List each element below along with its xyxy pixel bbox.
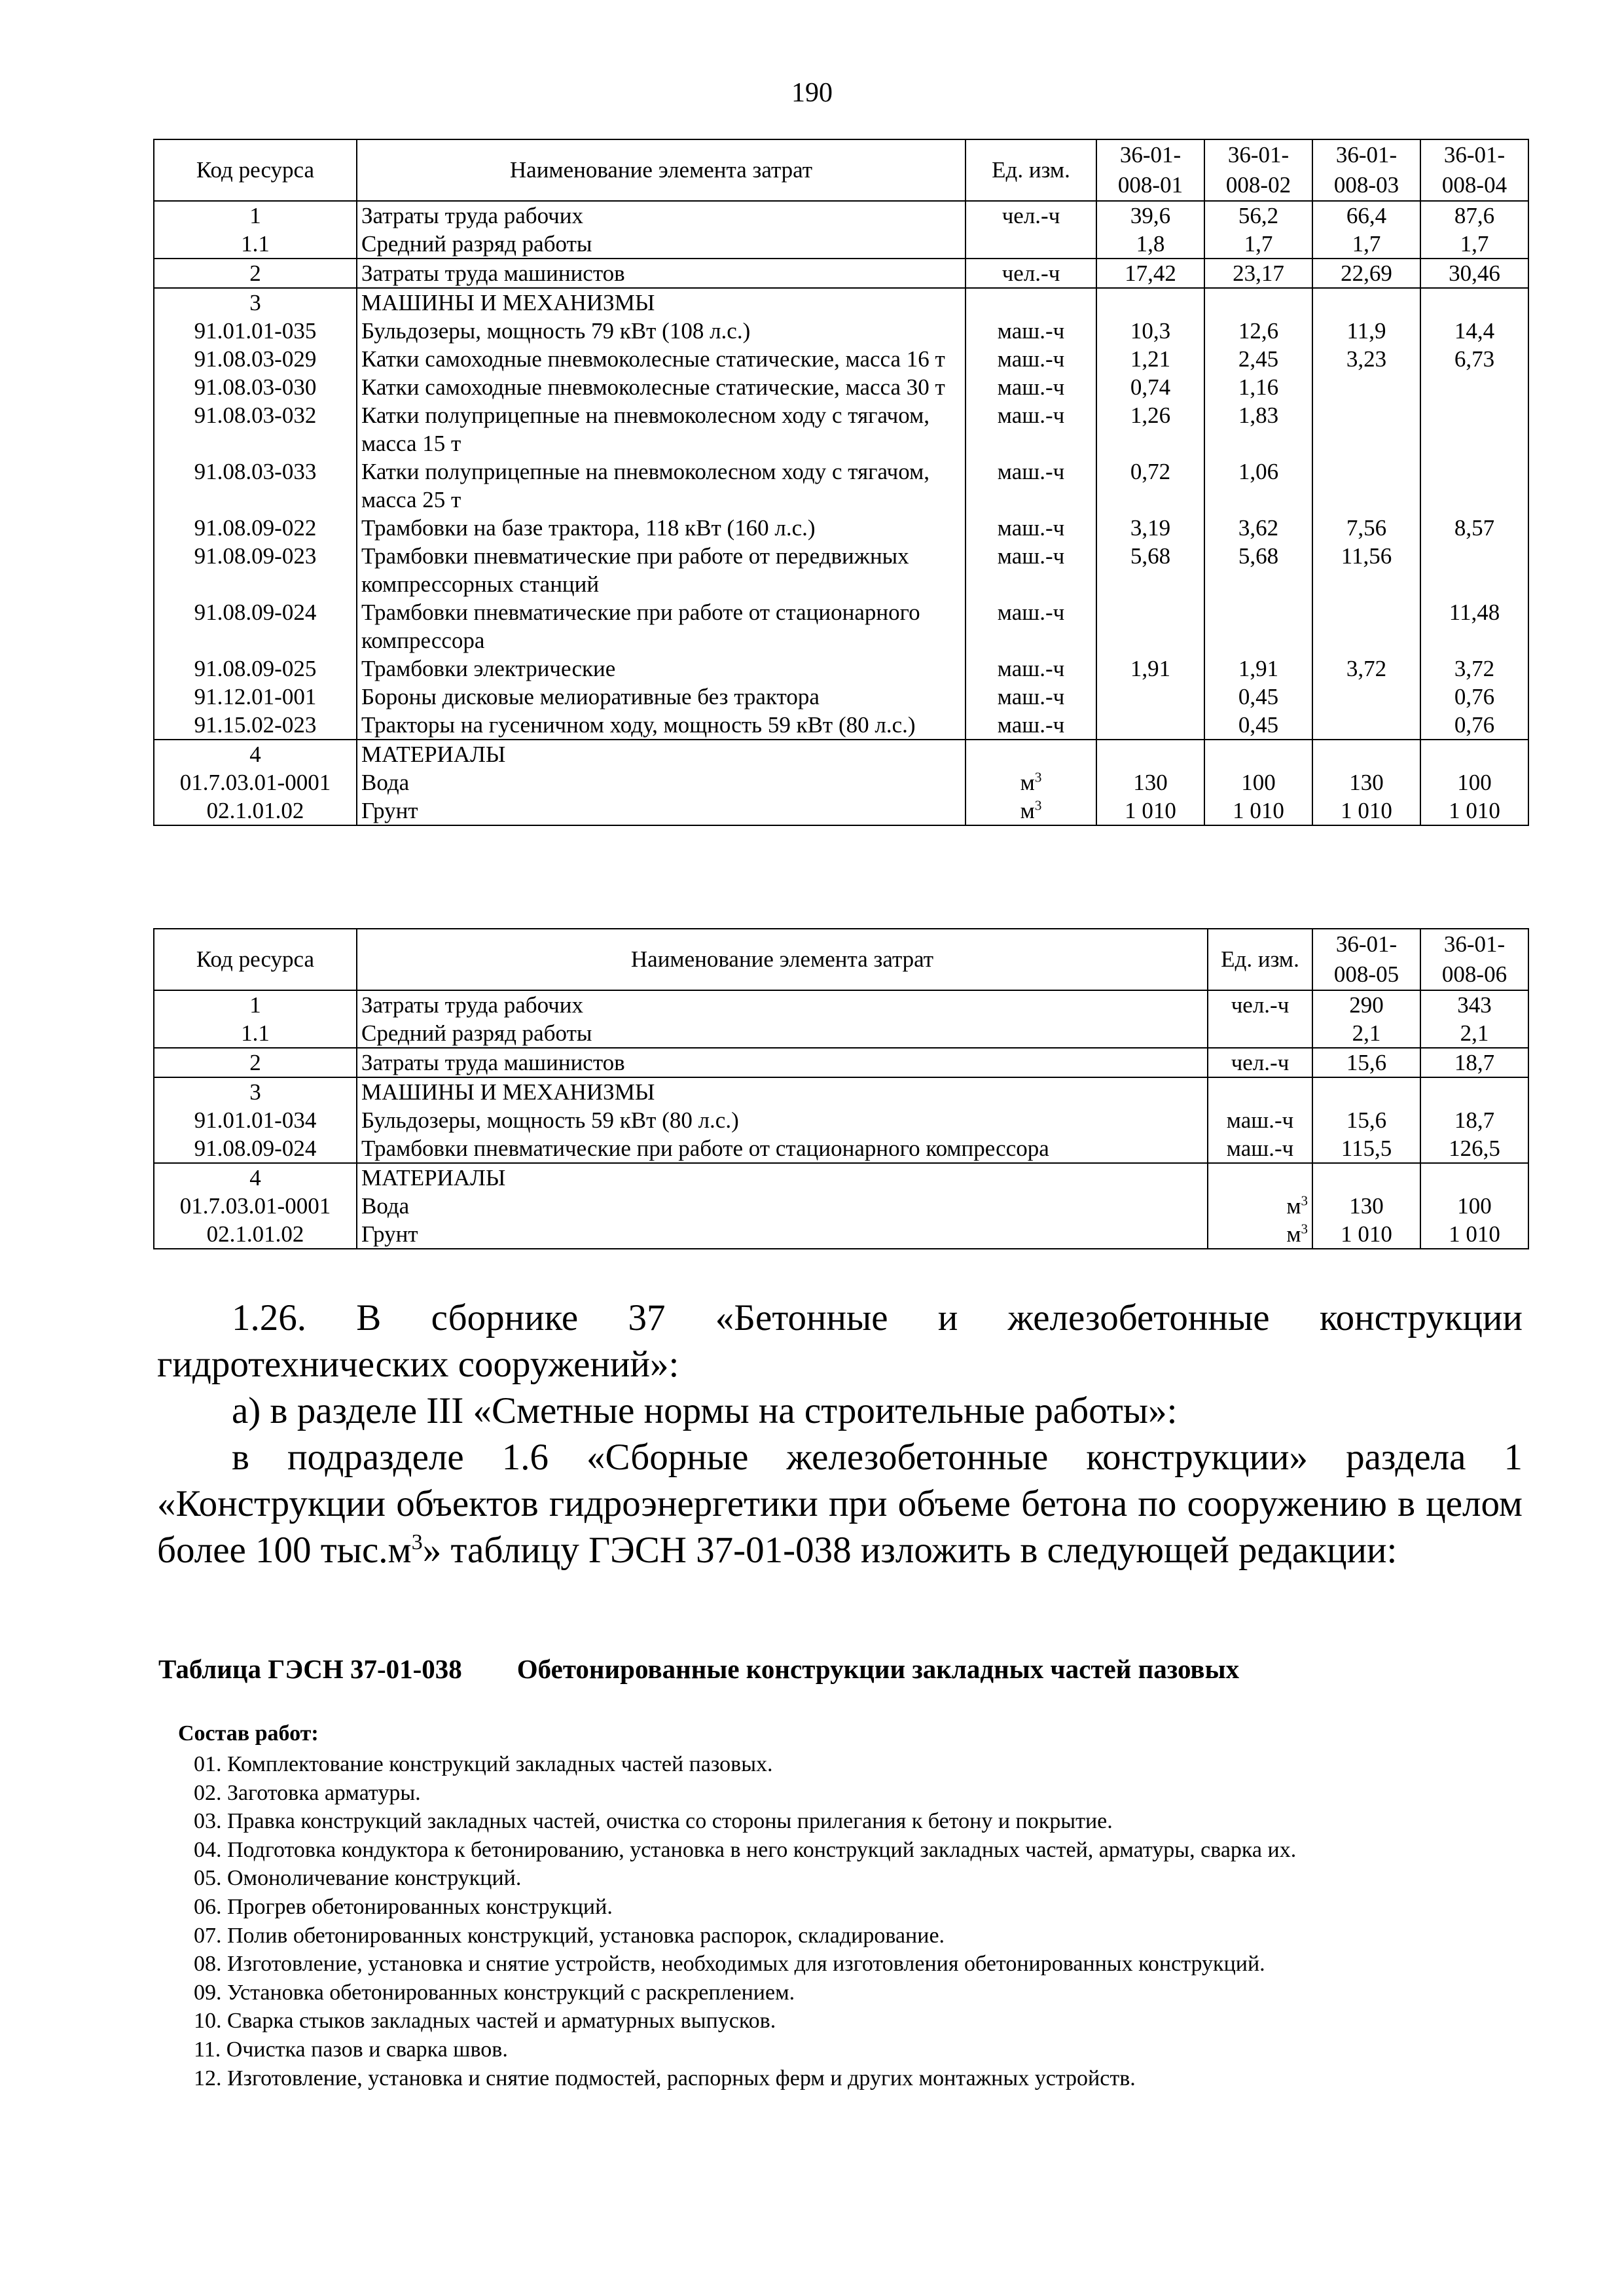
works-list [194, 1750, 1296, 2092]
row-name: Катки самоходные пневмоколесные статические, масса 16 т [357, 345, 965, 373]
composition-heading: Состав работ: [178, 1721, 319, 1746]
table-row [154, 514, 1528, 542]
list-item: 05. Омоноличевание конструкций. [194, 1866, 522, 1891]
row-value: 1,7 [1312, 230, 1420, 259]
row-value: 66,4 [1312, 201, 1420, 230]
header-col-06: 36-01- 008-06 [1420, 929, 1528, 990]
row-value: 11,56 [1312, 542, 1420, 598]
list-item: 07. Полив обетонированных конструкций, установка распорок, складирование. [194, 1923, 945, 1948]
row-value: 2,1 [1420, 1019, 1528, 1048]
row-unit: маш.-ч [965, 683, 1096, 711]
list-item: 02. Заготовка арматуры. [194, 1780, 421, 1805]
header-unit: Ед. изм. [1208, 929, 1312, 990]
row-name: Бульдозеры, мощность 79 кВт (108 л.с.) [357, 317, 965, 345]
header-col-05: 36-01- 008-05 [1312, 929, 1420, 990]
row-code: 2 [154, 1048, 357, 1077]
row-name: Трамбовки пневматические при работе от стационарного компрессора [357, 598, 965, 655]
row-code: 91.08.03-029 [154, 345, 357, 373]
row-value: 1,21 [1096, 345, 1204, 373]
row-name: Вода [357, 768, 965, 797]
table-row [154, 373, 1528, 401]
row-code: 3 [154, 288, 357, 317]
paragraph-section-iii: а) в разделе III «Сметные нормы на строительные работы»: [232, 1390, 1178, 1431]
table-row [154, 230, 1528, 259]
row-value: 8,57 [1420, 514, 1528, 542]
row-value [1312, 373, 1420, 401]
table-label: Таблица ГЭСН 37-01-038 [158, 1654, 462, 1684]
row-code: 1.1 [154, 1019, 357, 1048]
row-name: Трамбовки электрические [357, 655, 965, 683]
list-item: 11. Очистка пазов и сварка швов. [194, 2037, 508, 2062]
row-value: 1,91 [1096, 655, 1204, 683]
row-name: Вода [357, 1192, 1208, 1220]
row-unit: $м^3$ [965, 797, 1096, 825]
row-value [1312, 1077, 1420, 1106]
row-code: 3 [154, 1077, 357, 1106]
row-value [1096, 288, 1204, 317]
list-item: 06. Прогрев обетонированных конструкций. [194, 1894, 613, 1919]
row-value: 17,42 [1096, 259, 1204, 288]
row-unit: маш.-ч [965, 655, 1096, 683]
table-row [154, 990, 1528, 1019]
row-value: 5,68 [1096, 542, 1204, 598]
row-value [1096, 598, 1204, 655]
row-value: 11,48 [1420, 598, 1528, 655]
paragraph-1-26: 1.26. В сборнике 37 «Бетонные и железобетонные конструкции гидротехнических сооружений»: [157, 1297, 1523, 1385]
header-name: Наименование элемента затрат [357, 929, 1208, 990]
resource-table-1 [153, 139, 1529, 826]
row-value [1312, 1163, 1420, 1192]
row-value: 1,7 [1420, 230, 1528, 259]
table-row [154, 740, 1528, 768]
row-value [1096, 740, 1204, 768]
row-value: 2,45 [1204, 345, 1312, 373]
row-code: 02.1.01.02 [154, 797, 357, 825]
row-value [1312, 683, 1420, 711]
row-value [1420, 1077, 1528, 1106]
table-row [154, 711, 1528, 740]
row-unit [965, 230, 1096, 259]
row-value: 3,72 [1420, 655, 1528, 683]
row-unit: чел.-ч [965, 259, 1096, 288]
row-value: 30,46 [1420, 259, 1528, 288]
list-item: 09. Установка обетонированных конструкций с раскреплением. [194, 1980, 795, 2005]
table-row [154, 1019, 1528, 1048]
row-value [1312, 711, 1420, 740]
row-name: Бульдозеры, мощность 59 кВт (80 л.с.) [357, 1106, 1208, 1134]
row-value: 130 [1312, 1192, 1420, 1220]
row-code: 91.08.09-022 [154, 514, 357, 542]
table-row [154, 683, 1528, 711]
row-value: 0,45 [1204, 683, 1312, 711]
header-name: Наименование элемента затрат [357, 139, 965, 201]
row-unit: маш.-ч [965, 373, 1096, 401]
header-unit: Ед. изм. [965, 139, 1096, 201]
page-number: 190 [791, 78, 833, 108]
row-value: 0,45 [1204, 711, 1312, 740]
row-name: Затраты труда рабочих [357, 990, 1208, 1019]
row-code: 91.08.09-025 [154, 655, 357, 683]
row-value [1420, 740, 1528, 768]
row-value: 12,6 [1204, 317, 1312, 345]
section-title: МАТЕРИАЛЫ [357, 740, 965, 768]
table-row [154, 457, 1528, 514]
row-unit: маш.-ч [965, 457, 1096, 514]
row-name: Катки самоходные пневмоколесные статические, масса 30 т [357, 373, 965, 401]
header-col-02: 36-01- 008-02 [1204, 139, 1312, 201]
row-value: 23,17 [1204, 259, 1312, 288]
table-row [154, 1220, 1528, 1249]
table-title [158, 1653, 1239, 1685]
row-code: 4 [154, 740, 357, 768]
header-col-03: 36-01- 008-03 [1312, 139, 1420, 201]
row-unit: маш.-ч [965, 317, 1096, 345]
row-unit: маш.-ч [965, 345, 1096, 373]
row-code: 1.1 [154, 230, 357, 259]
row-code: 91.12.01-001 [154, 683, 357, 711]
row-value: 6,73 [1420, 345, 1528, 373]
row-value: 3,23 [1312, 345, 1420, 373]
row-code: 91.08.03-033 [154, 457, 357, 514]
row-value [1420, 457, 1528, 514]
row-name: Средний разряд работы [357, 1019, 1208, 1048]
table-header [154, 929, 1528, 990]
row-code: 91.08.09-023 [154, 542, 357, 598]
header-col-04: 36-01- 008-04 [1420, 139, 1528, 201]
row-name: Трамбовки пневматические при работе от передвижных компрессорных станций [357, 542, 965, 598]
row-value: 0,76 [1420, 711, 1528, 740]
row-code: 1 [154, 990, 357, 1019]
row-value: 15,6 [1312, 1106, 1420, 1134]
row-value: 130 [1096, 768, 1204, 797]
row-code: 4 [154, 1163, 357, 1192]
row-name: Тракторы на гусеничном ходу, мощность 59 кВт (80 л.с.) [357, 711, 965, 740]
row-unit [1208, 1077, 1312, 1106]
row-name: Катки полуприцепные на пневмоколесном ходу с тягачом, масса 25 т [357, 457, 965, 514]
row-value [1312, 598, 1420, 655]
row-unit: маш.-ч [1208, 1106, 1312, 1134]
row-name: Средний разряд работы [357, 230, 965, 259]
row-name: Затраты труда машинистов [357, 259, 965, 288]
header-code: Код ресурса [154, 929, 357, 990]
row-value [1204, 740, 1312, 768]
row-code: 2 [154, 259, 357, 288]
row-code: 91.08.03-030 [154, 373, 357, 401]
row-code: 91.01.01-035 [154, 317, 357, 345]
row-unit: маш.-ч [965, 711, 1096, 740]
row-value: 100 [1420, 768, 1528, 797]
row-code: 01.7.03.01-0001 [154, 1192, 357, 1220]
table-row [154, 598, 1528, 655]
row-value: 14,4 [1420, 317, 1528, 345]
list-item: 01. Комплектование конструкций закладных частей пазовых. [194, 1752, 773, 1776]
row-name: Трамбовки на базе трактора, 118 кВт (160 л.с.) [357, 514, 965, 542]
row-value [1420, 401, 1528, 457]
table-row [154, 201, 1528, 230]
header-col-01: 36-01- 008-01 [1096, 139, 1204, 201]
table-row [154, 317, 1528, 345]
row-name: Грунт [357, 797, 965, 825]
row-value: 130 [1312, 768, 1420, 797]
row-unit: $м^3$ [1208, 1220, 1312, 1249]
row-unit: маш.-ч [1208, 1134, 1312, 1163]
row-value: 1 010 [1420, 797, 1528, 825]
row-value: 5,68 [1204, 542, 1312, 598]
row-value: 1,06 [1204, 457, 1312, 514]
section-title: МАШИНЫ И МЕХАНИЗМЫ [357, 288, 965, 317]
row-value [1312, 401, 1420, 457]
row-unit [965, 740, 1096, 768]
row-value: 1 010 [1096, 797, 1204, 825]
row-unit [1208, 1163, 1312, 1192]
list-item: 08. Изготовление, установка и снятие устройств, необходимых для изготовления обетонированных конструкций. [194, 1952, 1265, 1977]
row-value [1312, 288, 1420, 317]
row-value: 11,9 [1312, 317, 1420, 345]
row-value [1420, 373, 1528, 401]
table-row [154, 1077, 1528, 1106]
table-row [154, 1106, 1528, 1134]
row-code: 1 [154, 201, 357, 230]
row-value [1204, 598, 1312, 655]
header-code: Код ресурса [154, 139, 357, 201]
table-row [154, 259, 1528, 288]
row-value: 126,5 [1420, 1134, 1528, 1163]
list-item: 12. Изготовление, установка и снятие подмостей, распорных ферм и других монтажных устройств. [194, 2066, 1136, 2090]
row-value: 3,72 [1312, 655, 1420, 683]
row-value: 0,74 [1096, 373, 1204, 401]
row-value [1096, 683, 1204, 711]
row-code: 02.1.01.02 [154, 1220, 357, 1249]
list-item: 04. Подготовка кондуктора к бетонированию, установка в него конструкций закладных частей, арматуры, сварка их. [194, 1837, 1297, 1862]
row-value: 115,5 [1312, 1134, 1420, 1163]
row-code: 91.08.09-024 [154, 598, 357, 655]
row-value [1204, 288, 1312, 317]
section-title: МАШИНЫ И МЕХАНИЗМЫ [357, 1077, 1208, 1106]
row-value: 1 010 [1204, 797, 1312, 825]
row-value: 10,3 [1096, 317, 1204, 345]
row-value: 18,7 [1420, 1106, 1528, 1134]
row-value: 100 [1420, 1192, 1528, 1220]
row-name: Затраты труда машинистов [357, 1048, 1208, 1077]
row-code: 91.01.01-034 [154, 1106, 357, 1134]
table-header [154, 139, 1528, 201]
row-unit: $м^3$ [1208, 1192, 1312, 1220]
row-value: 1,16 [1204, 373, 1312, 401]
row-value: 3,62 [1204, 514, 1312, 542]
row-value: 18,7 [1420, 1048, 1528, 1077]
row-value: 7,56 [1312, 514, 1420, 542]
row-value: 39,6 [1096, 201, 1204, 230]
row-value: 2,1 [1312, 1019, 1420, 1048]
row-value: 1 010 [1312, 797, 1420, 825]
row-code: 01.7.03.01-0001 [154, 768, 357, 797]
row-code: 91.08.09-024 [154, 1134, 357, 1163]
row-value: 56,2 [1204, 201, 1312, 230]
row-value: 0,76 [1420, 683, 1528, 711]
table-row [154, 1134, 1528, 1163]
row-value: 100 [1204, 768, 1312, 797]
table-row [154, 797, 1528, 825]
resource-table-2 [153, 928, 1529, 1249]
row-unit: чел.-ч [1208, 1048, 1312, 1077]
row-code: 91.15.02-023 [154, 711, 357, 740]
row-value: 1,83 [1204, 401, 1312, 457]
paragraph-subsection-1-6: в подразделе 1.6 «Сборные железобетонные конструкции» раздела 1 «Конструкции объектов гидроэнергетики при объеме бетона по сооружению в целом более 100 $тыс.м^3$» таблицу ГЭСН 37-01-038 изложить в следующей редакции: [157, 1437, 1523, 1571]
list-item: 10. Сварка стыков закладных частей и арматурных выпусков. [194, 2009, 776, 2034]
row-value [1312, 457, 1420, 514]
row-value: 1,91 [1204, 655, 1312, 683]
row-value: 22,69 [1312, 259, 1420, 288]
row-value: 87,6 [1420, 201, 1528, 230]
row-value [1312, 740, 1420, 768]
table-row [154, 768, 1528, 797]
table-name: Обетонированные конструкции закладных частей пазовых [516, 1654, 1240, 1684]
row-code: 91.08.03-032 [154, 401, 357, 457]
row-value: 1,7 [1204, 230, 1312, 259]
list-item: 03. Правка конструкций закладных частей, очистка со стороны прилегания к бетону и покрытие. [194, 1809, 1113, 1834]
row-unit: маш.-ч [965, 542, 1096, 598]
row-unit: маш.-ч [965, 514, 1096, 542]
section-title: МАТЕРИАЛЫ [357, 1163, 1208, 1192]
row-value [1096, 711, 1204, 740]
row-unit: чел.-ч [965, 201, 1096, 230]
row-value: 1,26 [1096, 401, 1204, 457]
row-value: 1,8 [1096, 230, 1204, 259]
row-value [1420, 1163, 1528, 1192]
table-row [154, 401, 1528, 457]
table-row [154, 1163, 1528, 1192]
row-name: Грунт [357, 1220, 1208, 1249]
row-value: 0,72 [1096, 457, 1204, 514]
table-row [154, 542, 1528, 598]
row-name: Бороны дисковые мелиоративные без трактора [357, 683, 965, 711]
table-row [154, 1192, 1528, 1220]
row-name: Затраты труда рабочих [357, 201, 965, 230]
row-value: 290 [1312, 990, 1420, 1019]
table-row [154, 1048, 1528, 1077]
row-name: Трамбовки пневматические при работе от стационарного компрессора [357, 1134, 1208, 1163]
table-row [154, 345, 1528, 373]
row-value: 3,19 [1096, 514, 1204, 542]
row-value: 1 010 [1312, 1220, 1420, 1249]
row-unit: $м^3$ [965, 768, 1096, 797]
row-unit: маш.-ч [965, 598, 1096, 655]
row-unit [965, 288, 1096, 317]
row-value: 15,6 [1312, 1048, 1420, 1077]
row-name: Катки полуприцепные на пневмоколесном ходу с тягачом, масса 15 т [357, 401, 965, 457]
table-row [154, 288, 1528, 317]
row-value: 343 [1420, 990, 1528, 1019]
row-value: 1 010 [1420, 1220, 1528, 1249]
row-unit: маш.-ч [965, 401, 1096, 457]
row-unit: чел.-ч [1208, 990, 1312, 1019]
table-row [154, 655, 1528, 683]
row-value [1420, 542, 1528, 598]
row-unit [1208, 1019, 1312, 1048]
row-value [1420, 288, 1528, 317]
